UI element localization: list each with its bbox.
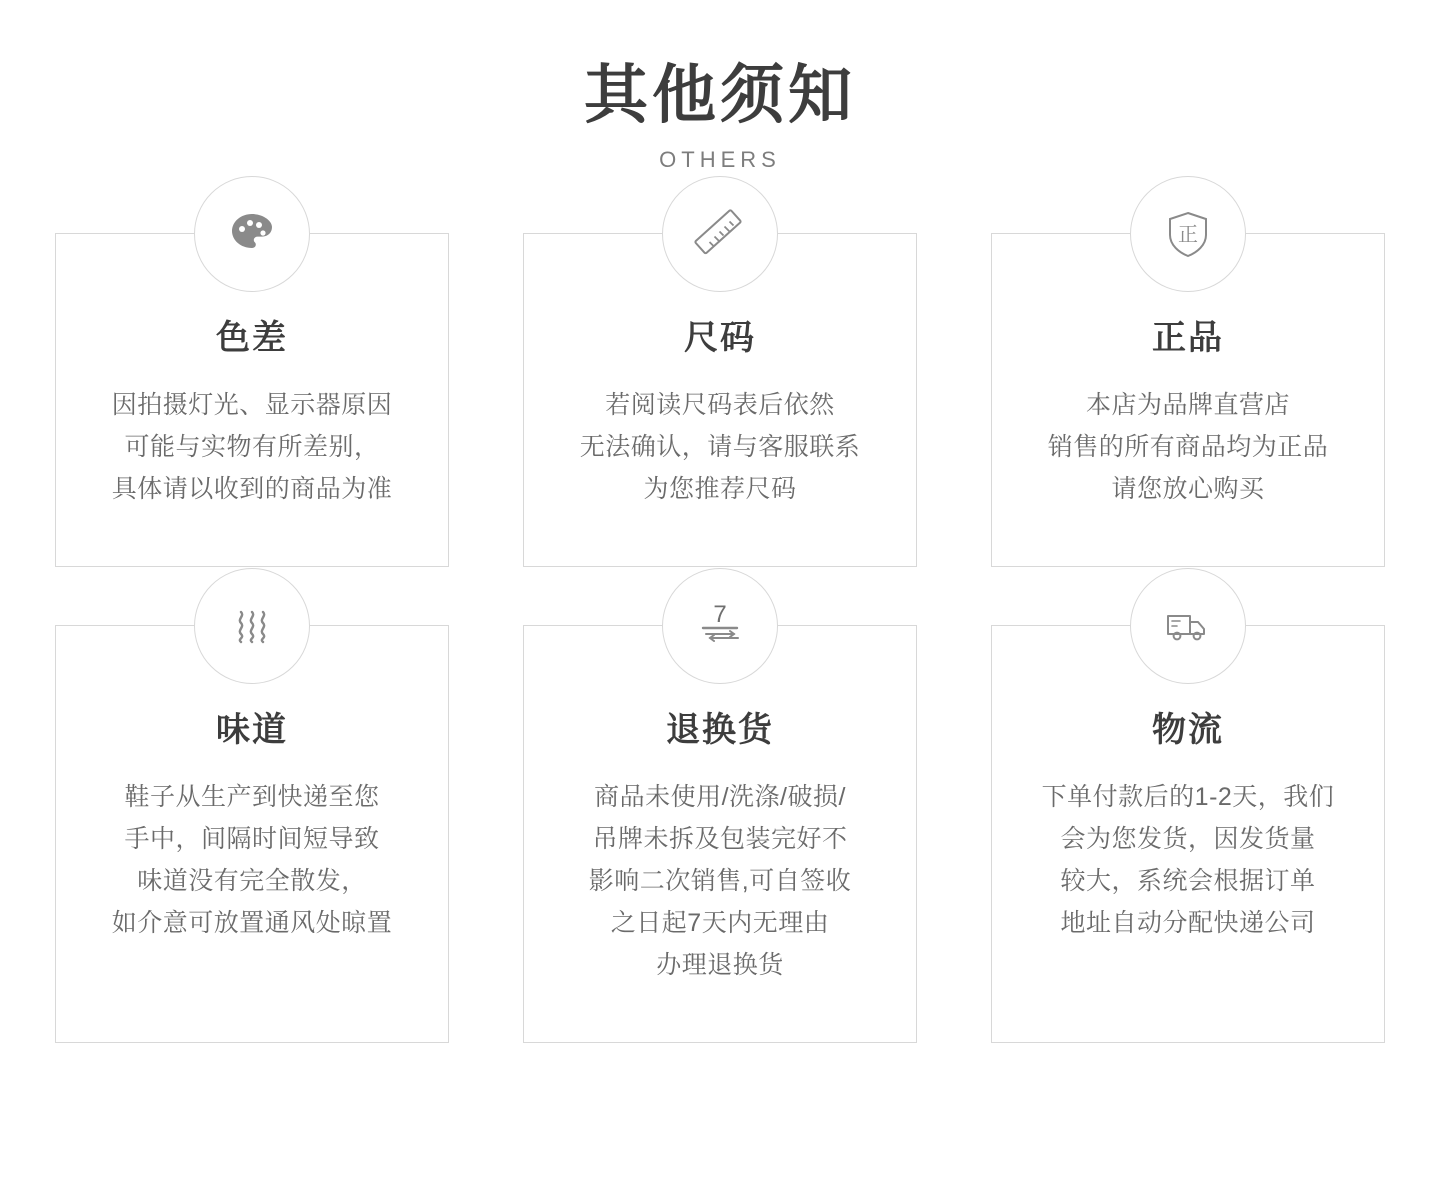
notice-card-return [523, 601, 917, 1043]
palette-icon [194, 176, 310, 292]
card-line: 吊牌未拆及包装完好不 [592, 824, 848, 853]
card-line: 无法确认，请与客服联系 [579, 432, 861, 461]
notice-card-grid [0, 224, 1440, 1043]
card-line: 商品未使用/洗涤/破损/ [594, 782, 846, 811]
card-line: 销售的所有商品均为正品 [1047, 432, 1329, 461]
card-body [1010, 776, 1366, 944]
card-line: 本店为品牌直营店 [1085, 390, 1290, 419]
svg-text:7: 7 [713, 601, 727, 629]
shield-genuine-icon [1130, 176, 1246, 292]
card-line: 较大，系统会根据订单 [1060, 866, 1316, 895]
card-box [523, 233, 917, 567]
notice-card-odor [55, 625, 449, 1043]
card-line: 味道没有完全散发， [137, 866, 367, 895]
card-body [1010, 384, 1366, 510]
page-header [0, 0, 1440, 173]
card-line: 若阅读尺码表后依然 [605, 390, 835, 419]
notice-card-logistics [991, 625, 1385, 1043]
card-title: 尺码 [684, 319, 756, 358]
card-body [74, 384, 430, 510]
seven-day-return-icon [662, 568, 778, 684]
card-box [55, 625, 449, 1043]
ruler-icon [662, 176, 778, 292]
card-box [523, 601, 917, 1043]
card-box [55, 233, 449, 567]
card-line: 手中，间隔时间短导致 [124, 824, 380, 853]
card-line: 为您推荐尺码 [643, 474, 797, 503]
card-line: 可能与实物有所差别， [124, 432, 380, 461]
card-line: 具体请以收到的商品为准 [111, 474, 393, 503]
card-title: 物流 [1152, 711, 1224, 750]
card-box [991, 224, 1385, 567]
card-title: 正品 [1152, 319, 1224, 358]
card-line: 影响二次销售,可自签收 [588, 866, 852, 895]
card-line: 因拍摄灯光、显示器原因 [111, 390, 393, 419]
svg-text:正: 正 [1178, 224, 1198, 247]
card-body [542, 384, 898, 510]
card-line: 办理退换货 [656, 950, 784, 979]
card-title: 味道 [216, 711, 288, 750]
card-line: 请您放心购买 [1111, 474, 1265, 503]
card-body [74, 776, 430, 944]
card-line: 鞋子从生产到快递至您 [124, 782, 380, 811]
card-line: 之日起7天内无理由 [610, 908, 830, 937]
delivery-truck-icon [1130, 568, 1246, 684]
page-title: 其他须知 [584, 59, 856, 131]
card-title: 退换货 [666, 711, 774, 750]
card-title: 色差 [216, 319, 288, 358]
card-line: 如介意可放置通风处晾置 [111, 908, 393, 937]
odor-waves-icon [194, 568, 310, 684]
card-line: 地址自动分配快递公司 [1060, 908, 1316, 937]
card-box [991, 625, 1385, 1043]
card-line: 下单付款后的1-2天，我们 [1041, 782, 1335, 811]
notice-card-size [523, 233, 917, 567]
notice-card-genuine [991, 224, 1385, 567]
card-body [542, 776, 898, 986]
page-subtitle: OTHERS [659, 147, 781, 173]
card-line: 会为您发货，因发货量 [1060, 824, 1316, 853]
notice-card-color-difference [55, 233, 449, 567]
